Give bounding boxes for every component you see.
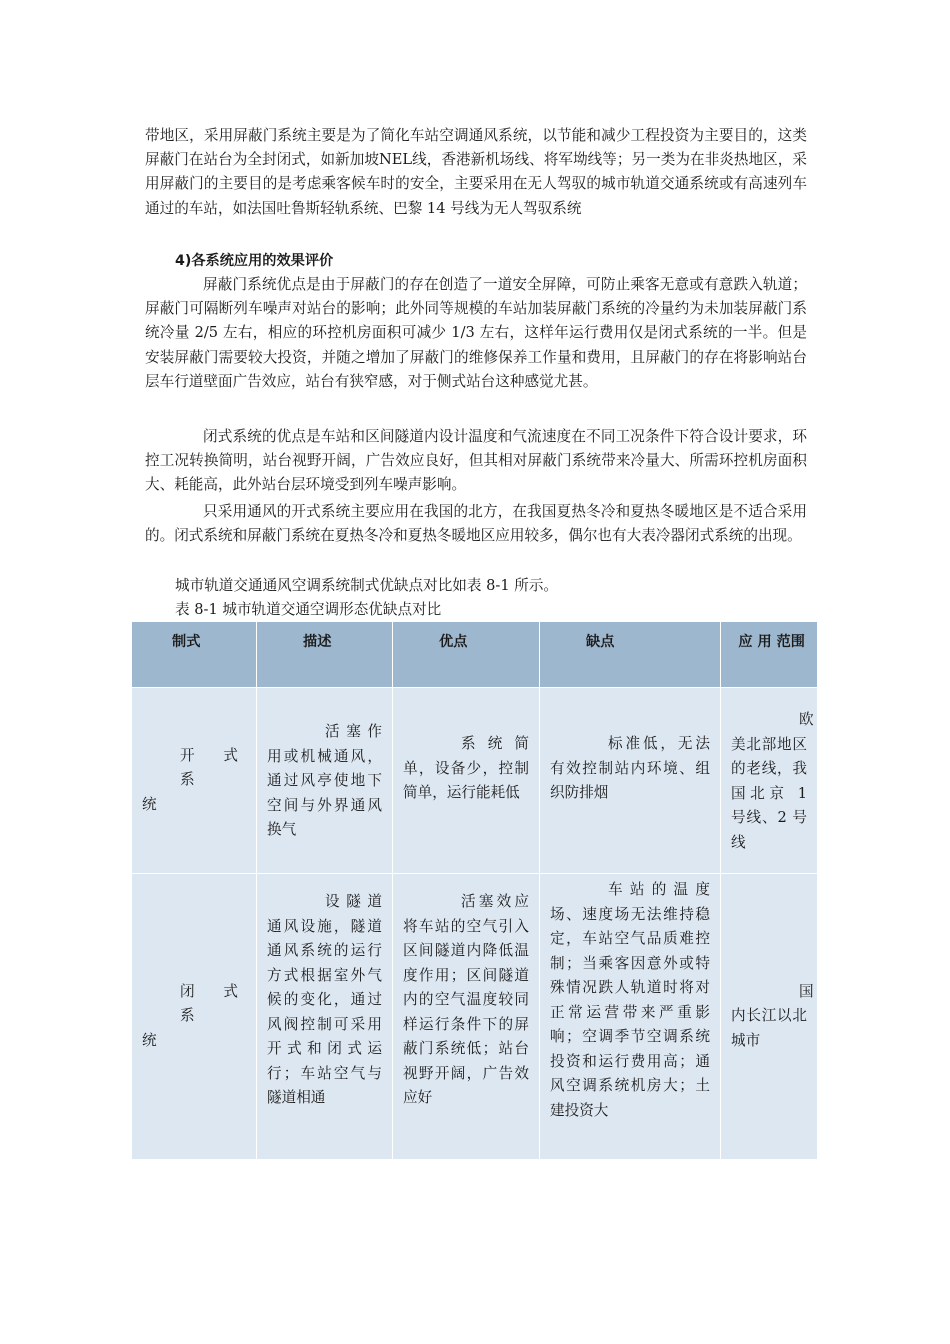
cell-scope: 欧美北部地区的老线，我国北京 1 号线、2 号线	[721, 688, 818, 874]
table-caption: 表 8-1 城市轨道交通空调形态优缺点对比	[175, 601, 442, 618]
header-advantages: 优点	[393, 622, 540, 688]
header-description: 描述	[257, 622, 393, 688]
header-disadvantages: 缺点	[540, 622, 721, 688]
cell-advantages: 活塞效应将车站的空气引入区间隧道内降低温度作用；区间隧道内的空气温度较同样运行条件下的屏蔽门系统低；站台视野开阔，广告效应好	[393, 874, 540, 1160]
comparison-table	[132, 622, 818, 1160]
cell-disadvantages: 标准低，无法有效控制站内环境、组织防排烟	[540, 688, 721, 874]
cell-disadvantages: 车站的温度场、速度场无法维持稳定，车站空气品质难控制；当乘客因意外或特殊情况跌人轨道时将对正常运营带来严重影响；空调季节空调系统投资和运行费用高；通风空调系统机房大；土建投资大	[540, 874, 721, 1160]
table-row	[132, 874, 818, 1160]
cell-system-type-line2: 统	[142, 795, 157, 813]
table-header-row	[132, 622, 818, 688]
cell-system-type-line2: 统	[142, 1031, 157, 1049]
table-intro-text: 城市轨道交通通风空调系统制式优缺点对比如表 8-1 所示。	[175, 577, 559, 594]
paragraph-closed-system-evaluation: 闭式系统的优点是车站和区间隧道内设计温度和气流速度在不同工况条件下符合设计要求，环控工况转换简明，站台视野开阔，广告效应良好，但其相对屏蔽门系统带来冷量大、所需环控机房面积大、耗能高，此外站台层环境受到列车噪声影响。	[145, 428, 807, 494]
cell-description: 活塞作用或机械通风，通过风亭使地下空间与外界通风换气	[257, 688, 393, 874]
cell-scope: 国内长江以北城市	[721, 874, 818, 1160]
paragraph-shield-door-evaluation: 屏蔽门系统优点是由于屏蔽门的存在创造了一道安全屏障，可防止乘客无意或有意跌入轨道；屏蔽门可隔断列车噪声对站台的影响；此外同等规模的车站加装屏蔽门系统的冷量约为未加装屏蔽门系统冷量 2/5 左右，相应的环控机房面积可减少 1/3 左右，这样年运行费用仅是闭式系统的一半。但是安装屏蔽门需要较大投资，并随之增加了屏蔽门的维修保养工作量和费用，且屏蔽门的存在将影响站台层车行道壁面广告效应，站台有狭窄感，对于侧式站台这种感觉尤甚。	[145, 276, 807, 390]
table-row	[132, 688, 818, 874]
section-heading: 4)各系统应用的效果评价	[175, 253, 334, 269]
paragraph-open-system-evaluation: 只采用通风的开式系统主要应用在我国的北方，在我国夏热冬冷和夏热冬暖地区是不适合采用的。闭式系统和屏蔽门系统在夏热冬冷和夏热冬暖地区应用较多，偶尔也有大表冷器闭式系统的出现。	[145, 503, 807, 545]
cell-description: 设隧道通风设施，隧道通风系统的运行方式根据室外气候的变化，通过风阀控制可采用开式和闭式运行；车站空气与隧道相通	[257, 874, 393, 1160]
cell-system-type-line1: 开 式 系	[180, 746, 246, 789]
header-scope: 应 用 范围	[721, 622, 818, 688]
cell-system-type-line1: 闭 式 系	[180, 982, 246, 1025]
paragraph-shield-door-regions: 带地区，采用屏蔽门系统主要是为了简化车站空调通风系统，以节能和减少工程投资为主要目的，这类屏蔽门在站台为全封闭式，如新加坡NEL线，香港新机场线、将军坳线等；另一类为在非炎热地区，采用屏蔽门的主要目的是考虑乘客候车时的安全，主要采用在无人驾驭的城市轨道交通系统或有高速列车通过的车站，如法国吐鲁斯轻轨系统、巴黎 14 号线为无人驾驭系统	[145, 127, 807, 217]
cell-system-type	[132, 874, 257, 1160]
cell-system-type	[132, 688, 257, 874]
header-system: 制式	[132, 622, 257, 688]
cell-advantages: 系统简单，设备少，控制简单，运行能耗低	[393, 688, 540, 874]
